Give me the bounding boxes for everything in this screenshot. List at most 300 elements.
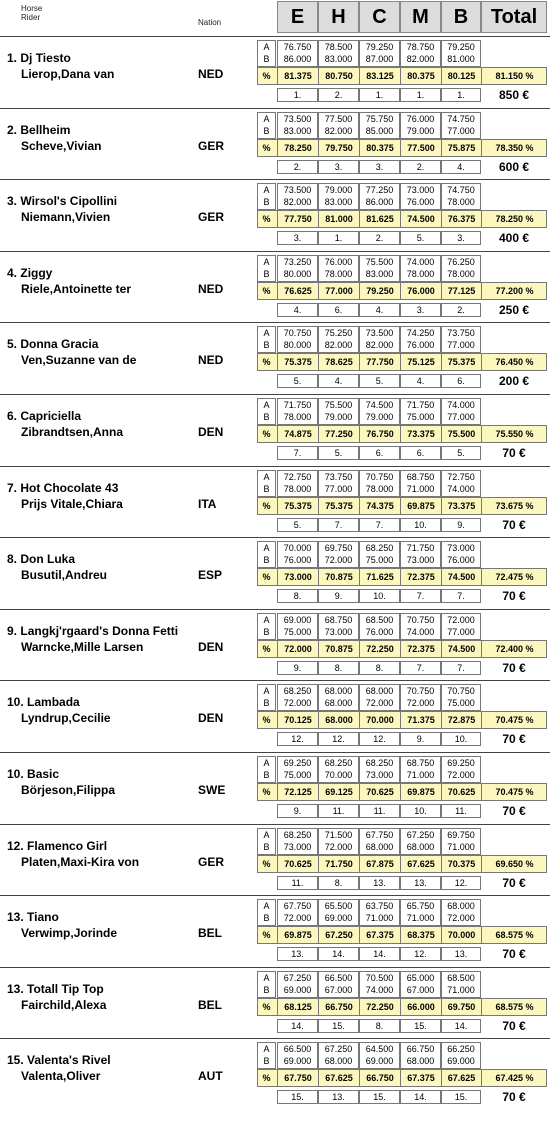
- judge-rank: 14.: [441, 1019, 481, 1033]
- horse-label: Dj Tiesto: [20, 51, 71, 65]
- judge-percentage: 71.625: [359, 568, 400, 586]
- score-b: 87.000: [365, 54, 394, 64]
- judge-percentage: 67.875: [359, 855, 400, 873]
- placing: 10.: [7, 695, 24, 709]
- rider-column-label: Rider: [21, 13, 41, 22]
- label-a: A: [263, 400, 270, 410]
- rider-name: Busutil,Andreu: [21, 568, 107, 582]
- judge-score-cell: [318, 613, 359, 640]
- judge-score-cell: [400, 1042, 441, 1069]
- judge-percentage: 71.750: [318, 855, 359, 873]
- judge-score-cell: [318, 828, 359, 855]
- placing: 10.: [7, 767, 24, 781]
- score-b: 72.000: [283, 913, 312, 923]
- judge-percentage: 66.750: [318, 998, 359, 1016]
- rider-name: Zibrandtsen,Anna: [21, 425, 124, 439]
- judge-percentage: 76.000: [400, 282, 441, 300]
- judge-rank: 6.: [318, 303, 359, 317]
- rider-name: Prijs Vitale,Chiara: [21, 497, 123, 511]
- judge-rank: 12.: [400, 947, 441, 961]
- score-a: 67.750: [365, 830, 394, 840]
- score-b: 76.000: [365, 627, 394, 637]
- score-a: 67.250: [406, 830, 435, 840]
- judge-rank: 15.: [318, 1019, 359, 1033]
- score-a: 76.250: [447, 257, 475, 267]
- table-row: [0, 467, 550, 539]
- judge-percentage: 76.750: [359, 425, 400, 443]
- total-percentage: 72.475 %: [481, 568, 547, 586]
- score-a: 65.000: [406, 973, 435, 983]
- score-a: 72.750: [283, 472, 312, 482]
- judge-percentage: 67.375: [400, 1069, 441, 1087]
- table-row: [0, 968, 550, 1040]
- judge-rank: 4.: [318, 374, 359, 388]
- placing: 3.: [7, 194, 18, 208]
- prize-money: 850 €: [498, 88, 530, 102]
- rider-name: Verwimp,Jorinde: [21, 926, 118, 940]
- score-b: 78.000: [365, 484, 394, 494]
- horse-label: Bellheim: [20, 123, 71, 137]
- score-a: 74.750: [447, 185, 475, 195]
- judge-score-cell: [277, 326, 318, 353]
- score-a: 66.750: [406, 1044, 435, 1054]
- total-percentage: 78.350 %: [481, 139, 547, 157]
- row-divider: [0, 251, 550, 252]
- judge-percentage: 70.375: [441, 855, 481, 873]
- judge-percentage: 81.625: [359, 210, 400, 228]
- score-a: 72.000: [447, 615, 475, 625]
- ab-label-cell: [257, 613, 276, 640]
- score-a: 68.750: [324, 615, 353, 625]
- score-b: 72.000: [324, 842, 353, 852]
- judge-rank: 7.: [359, 518, 400, 532]
- judge-score-cell: [359, 828, 400, 855]
- score-b: 69.000: [324, 913, 353, 923]
- horse-label: Basic: [27, 767, 60, 781]
- score-b: 80.000: [283, 269, 312, 279]
- judge-rank: 7.: [441, 661, 481, 675]
- placing: 5.: [7, 337, 18, 351]
- score-b: 83.000: [324, 54, 353, 64]
- judge-rank: 13.: [359, 876, 400, 890]
- judge-rank: 7.: [400, 661, 441, 675]
- total-percentage: 70.475 %: [481, 711, 547, 729]
- judge-score-cell: [277, 398, 318, 425]
- percent-symbol: %: [262, 715, 271, 725]
- judge-score-cell: [400, 971, 441, 998]
- label-a: A: [263, 1044, 270, 1054]
- judge-rank: 8.: [359, 1019, 400, 1033]
- judge-percentage: 75.375: [318, 497, 359, 515]
- score-b: 77.000: [324, 484, 353, 494]
- row-divider: [0, 967, 550, 968]
- score-a: 78.750: [406, 42, 435, 52]
- total-percentage: 72.400 %: [481, 640, 547, 658]
- placing: 13.: [7, 982, 24, 996]
- score-b: 86.000: [283, 54, 312, 64]
- judge-rank: 5.: [359, 374, 400, 388]
- judge-rank: 14.: [318, 947, 359, 961]
- table-row: [0, 753, 550, 825]
- row-divider: [0, 394, 550, 395]
- judge-score-cell: [441, 684, 481, 711]
- judge-score-cell: [441, 971, 481, 998]
- judge-rank: 1.: [277, 88, 318, 102]
- score-b: 82.000: [406, 54, 435, 64]
- judge-score-cell: [441, 183, 481, 210]
- judge-rank: 4.: [400, 374, 441, 388]
- judge-percentage: 67.625: [400, 855, 441, 873]
- score-a: 64.500: [365, 1044, 394, 1054]
- table-row: [0, 252, 550, 324]
- judge-score-cell: [277, 684, 318, 711]
- score-a: 71.750: [406, 543, 435, 553]
- table-header: [0, 0, 550, 36]
- judge-score-cell: [318, 684, 359, 711]
- judge-score-cell: [277, 183, 318, 210]
- score-a: 77.500: [324, 114, 353, 124]
- placing: 6.: [7, 409, 18, 423]
- label-a: A: [263, 114, 270, 124]
- judge-rank: 15.: [441, 1090, 481, 1104]
- horse-name: [7, 1053, 111, 1067]
- row-divider: [0, 752, 550, 753]
- score-b: 71.000: [365, 913, 394, 923]
- judge-rank: 3.: [400, 303, 441, 317]
- percent-symbol: %: [262, 214, 271, 224]
- row-divider: [0, 36, 550, 37]
- rider-name: Börjeson,Filippa: [21, 783, 116, 797]
- placing: 13.: [7, 910, 24, 924]
- judge-rank: 5.: [277, 518, 318, 532]
- judge-score-cell: [400, 183, 441, 210]
- score-b: 82.000: [324, 126, 353, 136]
- score-b: 75.000: [283, 770, 312, 780]
- judge-percentage: 67.625: [318, 1069, 359, 1087]
- judge-percentage: 68.125: [277, 998, 318, 1016]
- score-a: 71.500: [324, 830, 353, 840]
- ab-label-cell: [257, 971, 276, 998]
- judge-score-cell: [359, 684, 400, 711]
- prize-money: 70 €: [502, 804, 526, 818]
- judge-rank: 1.: [400, 88, 441, 102]
- ab-label-cell: [257, 828, 276, 855]
- percent-symbol: %: [262, 787, 271, 797]
- judge-rank: 13.: [277, 947, 318, 961]
- label-b: B: [263, 340, 270, 350]
- judge-percentage: 78.625: [318, 353, 359, 371]
- total-percentage: 78.250 %: [481, 210, 547, 228]
- score-b: 77.000: [447, 412, 475, 422]
- judge-rank: 2.: [441, 303, 481, 317]
- prize-money: 70 €: [502, 518, 526, 532]
- score-a: 78.500: [324, 42, 353, 52]
- judge-percentage: 68.375: [400, 926, 441, 944]
- score-a: 74.500: [365, 400, 394, 410]
- judge-rank: 7.: [441, 589, 481, 603]
- nation-code: SWE: [198, 783, 226, 797]
- placing: 9.: [7, 624, 18, 638]
- ab-label-cell: [257, 684, 276, 711]
- judge-percentage: 79.250: [359, 282, 400, 300]
- rider-name: Platen,Maxi-Kira von: [21, 855, 140, 869]
- rider-name: Ven,Suzanne van de: [21, 353, 137, 367]
- judge-percentage: 80.375: [359, 139, 400, 157]
- judge-percentage: 70.000: [359, 711, 400, 729]
- score-b: 85.000: [365, 126, 394, 136]
- judge-rank: 15.: [277, 1090, 318, 1104]
- judge-score-cell: [441, 40, 481, 67]
- judge-score-cell: [359, 1042, 400, 1069]
- label-b: B: [263, 627, 270, 637]
- score-b: 77.000: [447, 627, 475, 637]
- judge-percentage: 76.625: [277, 282, 318, 300]
- nation-code: ESP: [198, 568, 223, 582]
- score-a: 74.750: [447, 114, 475, 124]
- judge-rank: 4.: [441, 160, 481, 174]
- judge-percentage: 70.875: [318, 568, 359, 586]
- score-b: 79.000: [365, 412, 394, 422]
- judge-rank: 5.: [277, 374, 318, 388]
- judge-percentage: 74.875: [277, 425, 318, 443]
- score-b: 71.000: [447, 842, 475, 852]
- judge-rank: 10.: [400, 518, 441, 532]
- judge-percentage: 80.375: [400, 67, 441, 85]
- judge-rank: 8.: [359, 661, 400, 675]
- row-divider: [0, 108, 550, 109]
- prize-money: 70 €: [502, 876, 526, 890]
- judge-percentage: 72.875: [441, 711, 481, 729]
- score-b: 73.000: [406, 555, 435, 565]
- rider-name: Valenta,Oliver: [21, 1069, 101, 1083]
- judge-score-cell: [441, 255, 481, 282]
- percent-symbol: %: [262, 143, 271, 153]
- row-divider: [0, 322, 550, 323]
- judge-score-cell: [318, 40, 359, 67]
- score-a: 75.500: [324, 400, 353, 410]
- score-b: 68.000: [324, 698, 353, 708]
- score-a: 70.750: [406, 686, 435, 696]
- label-b: B: [263, 126, 270, 136]
- horse-name: [7, 409, 81, 423]
- label-b: B: [263, 698, 270, 708]
- judge-rank: 8.: [318, 876, 359, 890]
- percent-symbol: %: [262, 644, 271, 654]
- nation-code: GER: [198, 855, 225, 869]
- nation-code: BEL: [198, 998, 222, 1012]
- score-b: 69.000: [283, 985, 312, 995]
- percent-symbol: %: [262, 357, 271, 367]
- rider-name: Lyndrup,Cecilie: [21, 711, 111, 725]
- judge-score-cell: [359, 470, 400, 497]
- judge-rank: 3.: [318, 160, 359, 174]
- judge-percentage: 67.375: [359, 926, 400, 944]
- judge-percentage: 67.250: [318, 926, 359, 944]
- judge-c-header: C: [359, 1, 400, 33]
- total-header: Total: [481, 1, 547, 33]
- judge-score-cell: [441, 112, 481, 139]
- score-a: 75.500: [365, 257, 394, 267]
- judge-percentage: 75.375: [441, 353, 481, 371]
- score-b: 78.000: [447, 269, 475, 279]
- nation-code: ITA: [198, 497, 217, 511]
- label-b: B: [263, 197, 270, 207]
- total-percentage: 81.150 %: [481, 67, 547, 85]
- placing: 4.: [7, 266, 18, 280]
- score-b: 69.000: [365, 1056, 394, 1066]
- judge-score-cell: [318, 183, 359, 210]
- judge-rank: 14.: [277, 1019, 318, 1033]
- score-b: 82.000: [324, 340, 353, 350]
- table-row: [0, 323, 550, 395]
- score-b: 83.000: [283, 126, 312, 136]
- row-divider: [0, 895, 550, 896]
- score-a: 73.500: [283, 185, 312, 195]
- judge-score-cell: [277, 40, 318, 67]
- judge-score-cell: [400, 899, 441, 926]
- judge-score-cell: [400, 112, 441, 139]
- ab-label-cell: [257, 40, 276, 67]
- prize-money: 400 €: [498, 231, 530, 245]
- score-b: 72.000: [324, 555, 353, 565]
- placing: 2.: [7, 123, 18, 137]
- score-b: 78.000: [406, 269, 435, 279]
- judge-rank: 9.: [400, 732, 441, 746]
- prize-money: 70 €: [502, 1090, 526, 1104]
- percent-symbol: %: [262, 501, 271, 511]
- score-b: 71.000: [406, 913, 435, 923]
- judge-rank: 9.: [277, 804, 318, 818]
- label-a: A: [263, 185, 270, 195]
- placing: 12.: [7, 839, 24, 853]
- judge-percentage: 77.000: [318, 282, 359, 300]
- score-a: 74.000: [406, 257, 435, 267]
- row-divider: [0, 609, 550, 610]
- judge-score-cell: [318, 971, 359, 998]
- horse-label: Lambada: [27, 695, 80, 709]
- horse-name: [7, 982, 104, 996]
- label-a: A: [263, 543, 270, 553]
- judge-score-cell: [359, 398, 400, 425]
- judge-score-cell: [441, 828, 481, 855]
- judge-rank: 2.: [359, 231, 400, 245]
- score-b: 76.000: [406, 197, 435, 207]
- nation-code: DEN: [198, 711, 224, 725]
- judge-rank: 14.: [400, 1090, 441, 1104]
- judge-rank: 3.: [359, 160, 400, 174]
- judge-percentage: 69.875: [277, 926, 318, 944]
- total-percentage: 70.475 %: [481, 783, 547, 801]
- judge-percentage: 73.000: [277, 568, 318, 586]
- horse-label: Valenta's Rivel: [27, 1053, 111, 1067]
- judge-rank: 1.: [318, 231, 359, 245]
- score-a: 68.500: [447, 973, 475, 983]
- judge-percentage: 81.375: [277, 67, 318, 85]
- rider-name: Riele,Antoinette ter: [21, 282, 132, 296]
- score-b: 72.000: [447, 770, 475, 780]
- score-b: 72.000: [365, 698, 394, 708]
- judge-percentage: 77.750: [277, 210, 318, 228]
- judge-rank: 7.: [400, 589, 441, 603]
- ab-label-cell: [257, 183, 276, 210]
- score-b: 78.000: [283, 412, 312, 422]
- score-a: 70.750: [447, 686, 475, 696]
- judge-score-cell: [359, 541, 400, 568]
- judge-percentage: 77.750: [359, 353, 400, 371]
- judge-score-cell: [277, 899, 318, 926]
- judge-score-cell: [400, 684, 441, 711]
- judge-rank: 7.: [277, 446, 318, 460]
- score-a: 70.750: [283, 328, 312, 338]
- score-a: 68.000: [365, 686, 394, 696]
- judge-score-cell: [277, 756, 318, 783]
- label-b: B: [263, 1056, 270, 1066]
- score-b: 68.000: [406, 842, 435, 852]
- score-b: 73.000: [365, 770, 394, 780]
- score-b: 78.000: [283, 484, 312, 494]
- ab-label-cell: [257, 1042, 276, 1069]
- label-b: B: [263, 412, 270, 422]
- judge-percentage: 72.250: [359, 640, 400, 658]
- percent-symbol: %: [262, 572, 271, 582]
- score-a: 73.000: [447, 543, 475, 553]
- judge-percentage: 70.875: [318, 640, 359, 658]
- score-a: 70.500: [365, 973, 394, 983]
- judge-score-cell: [359, 756, 400, 783]
- horse-name: [7, 910, 59, 924]
- judge-rank: 4.: [277, 303, 318, 317]
- judge-score-cell: [359, 112, 400, 139]
- judge-percentage: 70.125: [277, 711, 318, 729]
- placing: 15.: [7, 1053, 24, 1067]
- prize-money: 70 €: [502, 661, 526, 675]
- score-b: 78.000: [447, 197, 475, 207]
- judge-rank: 11.: [359, 804, 400, 818]
- score-a: 69.750: [447, 830, 475, 840]
- label-a: A: [263, 42, 270, 52]
- table-row: [0, 538, 550, 610]
- judge-rank: 2.: [277, 160, 318, 174]
- score-a: 68.250: [365, 543, 394, 553]
- judge-rank: 13.: [400, 876, 441, 890]
- judge-percentage: 75.375: [277, 497, 318, 515]
- score-a: 76.750: [283, 42, 312, 52]
- score-a: 68.250: [324, 758, 353, 768]
- judge-rank: 9.: [318, 589, 359, 603]
- score-b: 77.000: [447, 126, 475, 136]
- score-a: 70.750: [406, 615, 435, 625]
- judge-score-cell: [400, 470, 441, 497]
- judge-rank: 5.: [441, 446, 481, 460]
- score-b: 73.000: [324, 627, 353, 637]
- judge-score-cell: [441, 541, 481, 568]
- nation-code: NED: [198, 353, 224, 367]
- judge-b-header: B: [441, 1, 481, 33]
- judge-score-cell: [400, 326, 441, 353]
- judge-score-cell: [441, 398, 481, 425]
- score-b: 67.000: [324, 985, 353, 995]
- judge-rank: 3.: [277, 231, 318, 245]
- judge-rank: 10.: [441, 732, 481, 746]
- ab-label-cell: [257, 112, 276, 139]
- judge-score-cell: [359, 255, 400, 282]
- score-b: 86.000: [365, 197, 394, 207]
- nation-code: GER: [198, 210, 225, 224]
- judge-score-cell: [318, 1042, 359, 1069]
- ab-label-cell: [257, 326, 276, 353]
- score-a: 75.750: [365, 114, 394, 124]
- judge-rank: 9.: [277, 661, 318, 675]
